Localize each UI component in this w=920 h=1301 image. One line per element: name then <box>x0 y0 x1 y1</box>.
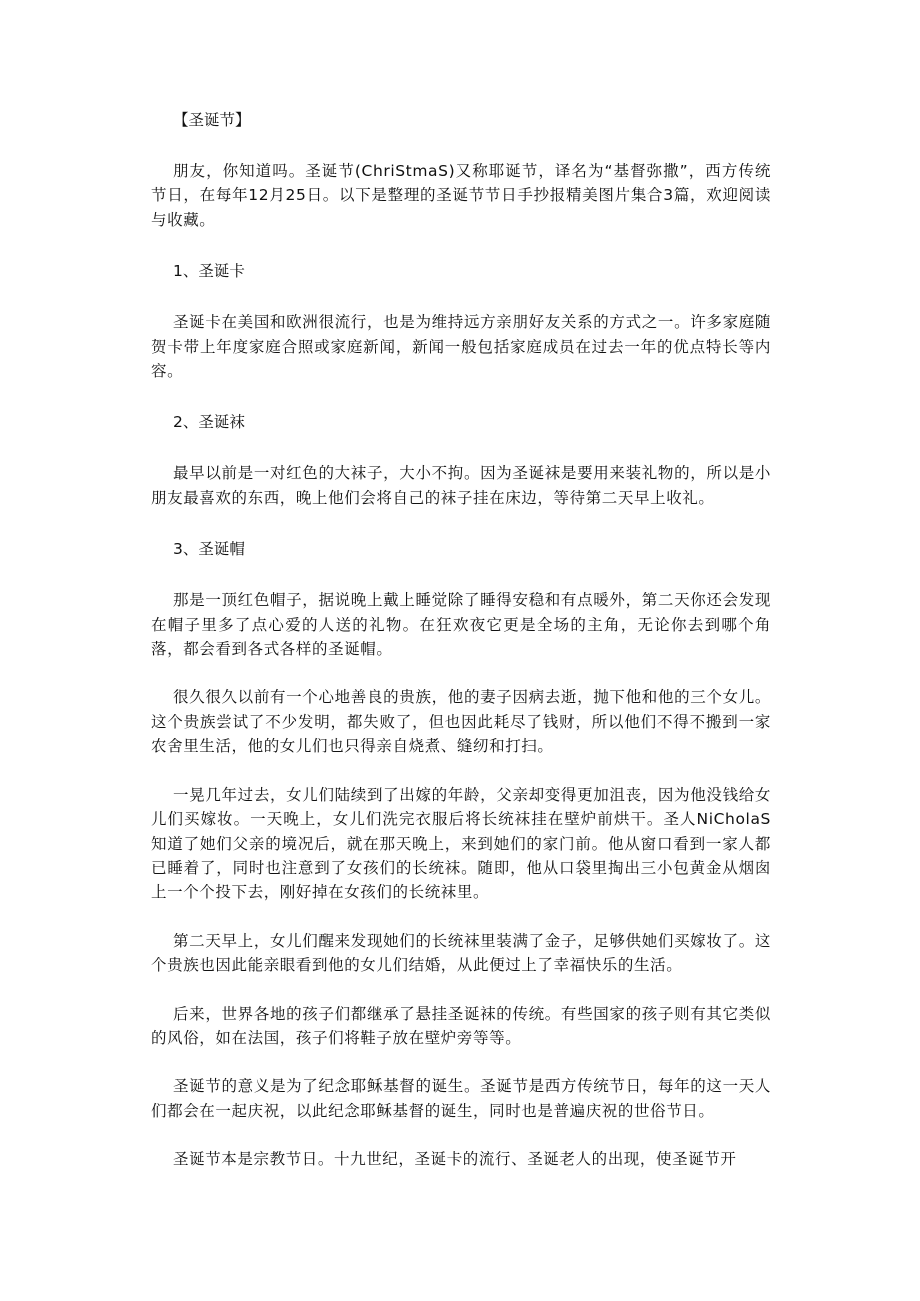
story-paragraph-4: 后来，世界各地的孩子们都继承了悬挂圣诞袜的传统。有些国家的孩子则有其它类似的风俗，如在法国，孩子们将鞋子放在壁炉旁等等。 <box>151 1004 771 1047</box>
section-heading-card: 1、圣诞卡 <box>173 262 245 281</box>
section-heading-stocking: 2、圣诞袜 <box>173 413 245 432</box>
section-paragraph-card: 圣诞卡在美国和欧洲很流行，也是为维持远方亲朋好友关系的方式之一。许多家庭随贺卡带上年度家庭合照或家庭新闻，新闻一般包括家庭成员在过去一年的优点特长等内容。 <box>151 313 771 381</box>
section-paragraph-hat: 那是一顶红色帽子，据说晚上戴上睡觉除了睡得安稳和有点暖外，第二天你还会发现在帽子里多了点心爱的人送的礼物。在狂欢夜它更是全场的主角，无论你去到哪个角落，都会看到各式各样的圣诞帽。 <box>151 591 771 659</box>
intro-paragraph: 朋友，你知道吗。圣诞节(ChriStmaS)又称耶诞节，译名为“基督弥撒”，西方传统节日，在每年12月25日。以下是整理的圣诞节节日手抄报精美图片集合3篇，欢迎阅读与收藏。 <box>151 162 771 229</box>
story-paragraph-2: 一晃几年过去，女儿们陆续到了出嫁的年龄，父亲却变得更加沮丧，因为他没钱给女儿们买嫁妆。一天晚上，女儿们洗完衣服后将长统袜挂在壁炉前烘干。圣人NiCholaS知道了她们父亲的境况后，就在那天晚上，来到她们的家门前。他从窗口看到一家人都已睡着了，同时也注意到了女孩们的长统袜。随即，他从口袋里掏出三小包黄金从烟囱上一个个投下去，刚好掉在女孩们的长统袜里。 <box>151 785 771 902</box>
story-paragraph-1: 很久很久以前有一个心地善良的贵族，他的妻子因病去逝，抛下他和他的三个女儿。这个贵族尝试了不少发明，都失败了，但也因此耗尽了钱财，所以他们不得不搬到一家农舍里生活，他的女儿们也只得亲自烧煮、缝纫和打扫。 <box>151 688 771 756</box>
story-paragraph-5: 圣诞节的意义是为了纪念耶稣基督的诞生。圣诞节是西方传统节日，每年的这一天人们都会在一起庆祝，以此纪念耶稣基督的诞生，同时也是普遍庆祝的世俗节日。 <box>151 1077 771 1120</box>
story-paragraph-6: 圣诞节本是宗教节日。十九世纪，圣诞卡的流行、圣诞老人的出现，使圣诞节开 <box>173 1150 737 1169</box>
document-title: 【圣诞节】 <box>173 111 251 129</box>
story-paragraph-3: 第二天早上，女儿们醒来发现她们的长统袜里装满了金子，足够供她们买嫁妆了。这个贵族也因此能亲眼看到他的女儿们结婚，从此便过上了幸福快乐的生活。 <box>151 931 771 975</box>
document-body <box>151 108 771 1172</box>
section-paragraph-stocking: 最早以前是一对红色的大袜子，大小不拘。因为圣诞袜是要用来装礼物的，所以是小朋友最喜欢的东西，晚上他们会将自己的袜子挂在床边，等待第二天早上收礼。 <box>151 464 771 507</box>
section-heading-hat: 3、圣诞帽 <box>173 540 245 559</box>
